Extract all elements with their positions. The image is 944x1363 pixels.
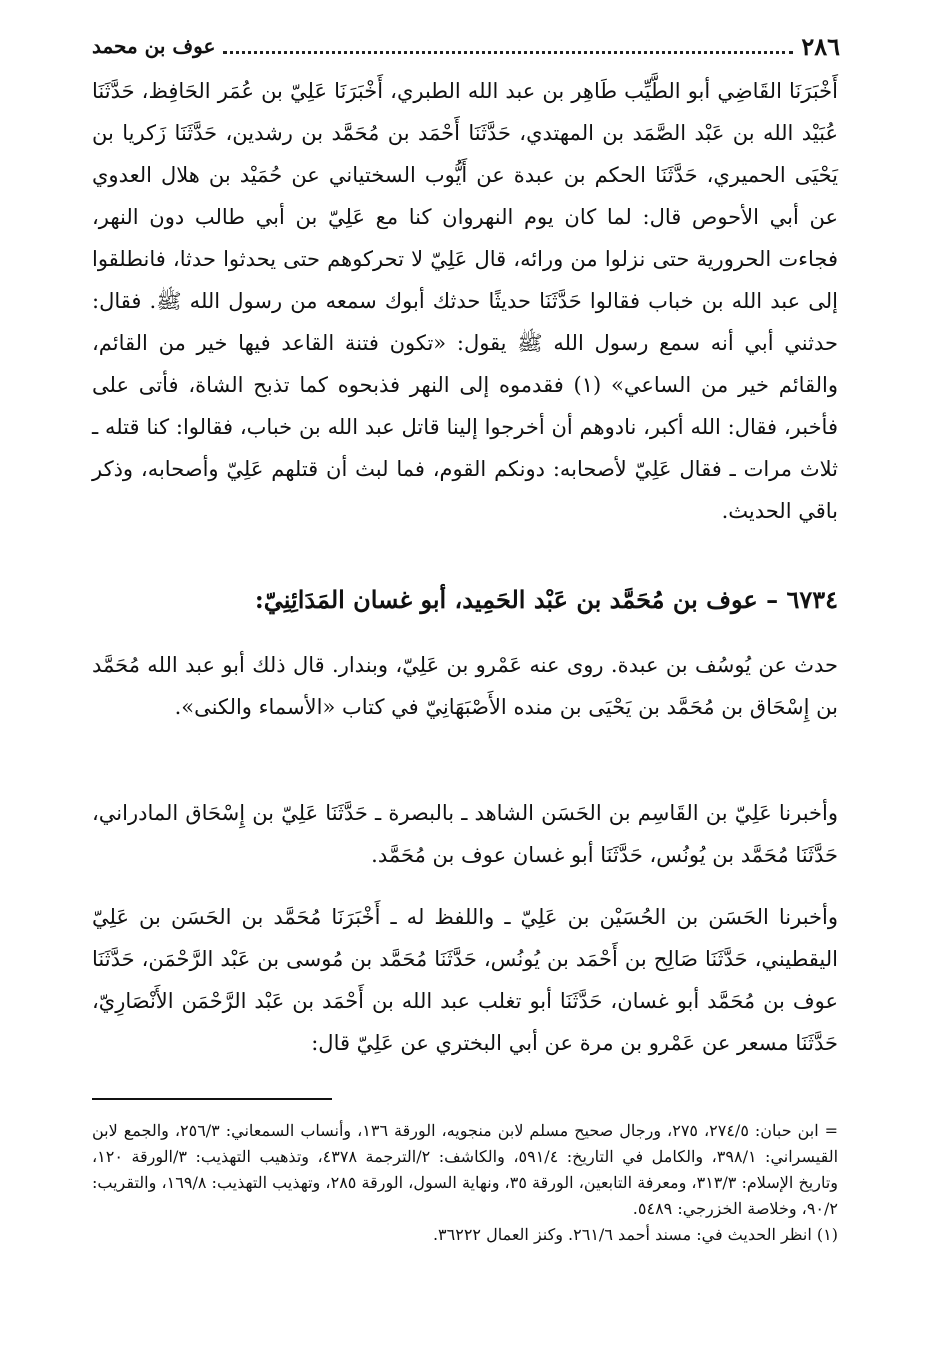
footnotes bbox=[92, 1118, 838, 1248]
body-paragraph-4: وأخبرنا الحَسَن بن الحُسَيْن بن عَلِيّ ـ واللفظ له ـ أَخْبَرَنَا مُحَمَّد بن الحَسَن بن عَلِيّ اليقطيني، حَدَّثَنَا صَالِح بن أَحْمَد بن يُونُس، حَدَّثَنَا مُحَمَّد بن مُوسى بن عَبْد الرَّحْمَن، حَدَّثَنَا عوف بن مُحَمَّد أبو غسان، حَدَّثَنَا أبو تغلب عبد الله بن أَحْمَد بن عَبْد الرَّحْمَن الأَنْصَارِيّ، حَدَّثَنَا مسعر عن عَمْرو بن مرة عن أبي البختري عن عَلِيّ قال: bbox=[92, 905, 838, 1055]
body-paragraph-2-block bbox=[92, 644, 838, 728]
dotted-leader bbox=[223, 51, 793, 54]
footnote-1: (١) انظر الحديث في: مسند أحمد ٢٦١/٦. وكنز العمال ٣٦٢٢٢. bbox=[432, 1225, 838, 1244]
footnote-separator bbox=[92, 1098, 332, 1100]
entry-title: ٦٧٣٤ – عوف بن مُحَمَّد بن عَبْد الحَمِيد، أبو غسان المَدَائِنِيّ: bbox=[254, 585, 838, 614]
body-paragraph-1-block bbox=[92, 70, 838, 532]
body-paragraph-3-block bbox=[92, 792, 838, 876]
page-number: ٢٨٦ bbox=[801, 31, 840, 61]
body-paragraph-2: حدث عن يُوسُف بن عبدة. روى عنه عَمْرو بن عَلِيّ، وبندار. قال ذلك أبو عبد الله مُحَمَّد بن إِسْحَاق بن مُحَمَّد بن يَحْيَى بن منده الأَصْبَهَانِيّ في كتاب «الأسماء والكنى». bbox=[92, 653, 838, 719]
footnote-continuation: = ابن حبان: ٢٧٤/٥، ٢٧٥، ورجال صحيح مسلم لابن منجويه، الورقة ١٣٦، وأنساب السمعاني: ٢٥٦/٣، والجمع لابن القيسراني: ٣٩٨/١، والكامل في التاريخ: ٥٩١/٤، والكاشف: ٢/الترجمة ٤٣٧٨، وتذهيب التهذيب: ٣/الورقة ١٢٠، وتاريخ الإسلام: ٣١٣/٣، ومعرفة التابعين، الورقة ٣٥، ونهاية السول، الورقة ٢٨٥، وتهذيب التهذيب: ١٦٩/٨، والتقريب: ٩٠/٢، وخلاصة الخزرجي: ٥٤٨٩. bbox=[92, 1121, 839, 1218]
body-paragraph-4-block bbox=[92, 896, 838, 1064]
page-header bbox=[92, 28, 840, 64]
body-paragraph-1: أَخْبَرَنَا القَاضِي أبو الطَّيِّب طَاهِر بن عبد الله الطبري، أَخْبَرَنَا عَلِيّ بن عُمَر الحَافِظ، حَدَّثَنَا عُبَيْد الله بن عَبْد الصَّمَد بن المهتدي، حَدَّثَنَا أَحْمَد بن مُحَمَّد بن رشدين، حَدَّثَنَا زَكريا بن يَحْيَى الحميري، حَدَّثَنَا الحكم بن عبدة عن أَيُّوب السختياني عن حُمَيْد بن هلال العدوي عن أبي الأحوص قال: لما كان يوم النهروان كنا مع عَلِيّ بن أبي طالب دون النهر، فجاءت الحرورية حتى نزلوا من ورائه، قال عَلِيّ لا تحركوهم حتى يحدثوا حدثا، فانطلقوا إلى عبد الله بن خباب فقالوا حَدَّثَنَا حديثًا حدثك أبوك سمعه من رسول الله ﷺ. فقال: حدثني أبي أنه سمع رسول الله ﷺ يقول: «تكون فتنة القاعد فيها خير من القائم، والقائم خير من الساعي» (١) فقدموه إلى النهر فذبحوه كما تذبح الشاة، فأتى على فأخبر، فقال: الله أكبر، نادوهم أن أخرجوا إلينا قاتل عبد الله بن خباب، فقالوا: كنا قتله ـ ثلاث مرات ـ فقال عَلِيّ لأصحابه: دونكم القوم، فما لبث أن قتلهم عَلِيّ وأصحابه، وذكر باقي الحديث. bbox=[92, 79, 838, 523]
running-title: عوف بن محمد bbox=[92, 34, 216, 58]
body-paragraph-3: وأخبرنا عَلِيّ بن القَاسِم بن الحَسَن الشاهد ـ بالبصرة ـ حَدَّثَنَا عَلِيّ بن إِسْحَاق المادراني، حَدَّثَنَا مُحَمَّد بن يُونُس، حَدَّثَنَا أبو غسان عوف بن مُحَمَّد. bbox=[92, 801, 838, 867]
